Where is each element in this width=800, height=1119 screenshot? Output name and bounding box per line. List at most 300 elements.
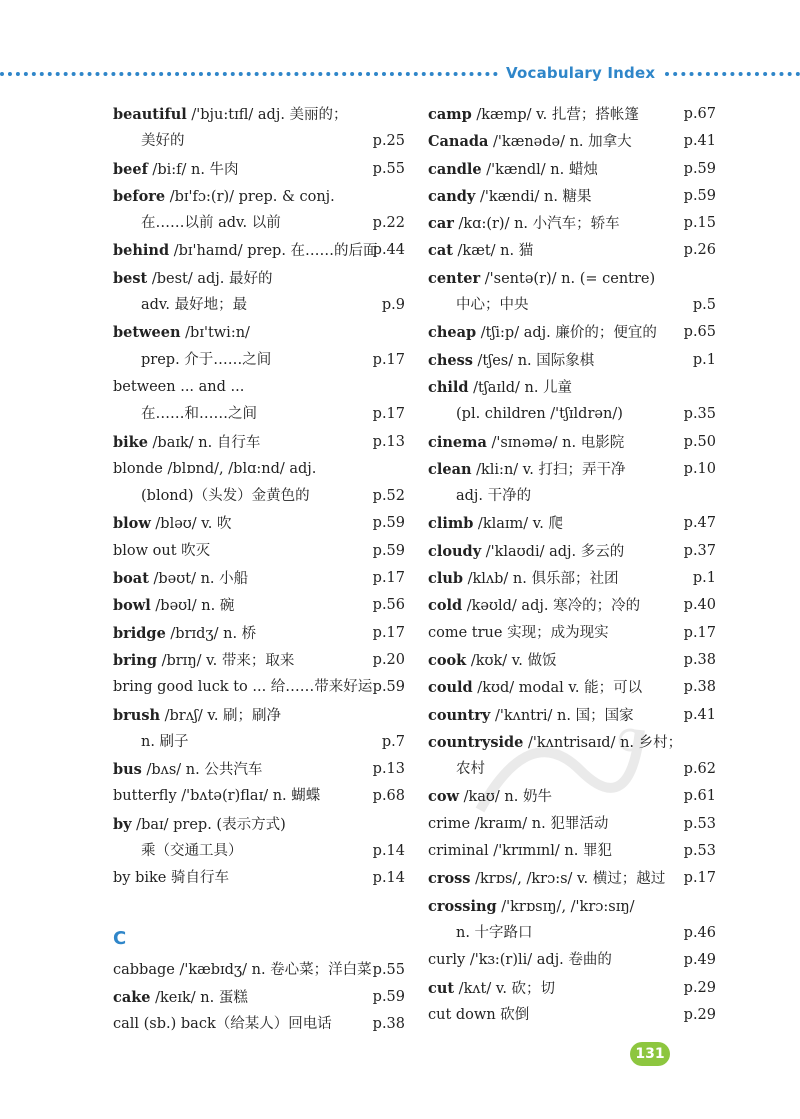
index-entry: [428, 729, 716, 756]
index-entry: [113, 374, 405, 401]
entry-definition: /kli:n/ v. 打扫；弄干净: [471, 461, 626, 478]
entry-text: [428, 756, 485, 783]
entry-text: [428, 210, 620, 238]
entry-definition: /bɪ'twi:n/: [180, 325, 250, 342]
entry-text: [428, 237, 533, 265]
entry-page-ref: p.20: [372, 651, 405, 668]
entry-text: [428, 429, 624, 457]
entry-page-ref: p.67: [683, 106, 716, 122]
entry-text: [428, 456, 625, 484]
entry-definition: curly /'kɜ:(r)li/ adj. 卷曲的: [428, 952, 612, 969]
headword: behind: [113, 242, 170, 260]
entry-definition: /brɪdʒ/ n. 桥: [165, 625, 257, 642]
entry-text: [113, 429, 260, 457]
entry-page-ref: p.5: [692, 297, 716, 314]
index-entry: [113, 538, 405, 565]
headword: clean: [428, 460, 472, 478]
index-entry: [113, 183, 405, 210]
index-entry: [113, 620, 405, 647]
entry-text: [113, 401, 257, 428]
index-entry: [428, 101, 716, 128]
entry-definition: 农村: [456, 761, 485, 778]
index-entry: [428, 374, 716, 401]
entry-definition: bring good luck to ... 给……带来好运: [113, 679, 373, 696]
index-entry: [428, 292, 716, 319]
entry-definition: /kaʊ/ n. 奶牛: [458, 789, 552, 806]
entry-text: [113, 483, 310, 510]
entry-definition: 在……以前 adv. 以前: [141, 215, 281, 232]
entry-page-ref: p.50: [683, 433, 716, 450]
entry-definition: between ... and ...: [113, 378, 245, 395]
index-entry: [113, 237, 405, 264]
index-entry: [113, 811, 405, 838]
entry-page-ref: p.38: [372, 1016, 405, 1033]
entry-definition: blow out 吹灭: [113, 542, 211, 559]
entry-text: [113, 265, 273, 293]
entry-definition: crime /kraɪm/ n. 犯罪活动: [428, 815, 609, 832]
entry-text: [428, 265, 655, 293]
entry-definition: /bʌs/ n. 公共汽车: [141, 762, 263, 779]
index-entry: [428, 401, 716, 428]
entry-text: [113, 729, 189, 756]
entry-text: [428, 838, 612, 865]
entry-page-ref: p.17: [683, 624, 716, 641]
headword: cross: [428, 870, 471, 888]
entry-text: [428, 1002, 529, 1029]
entry-text: [113, 984, 248, 1012]
entry-page-ref: p.10: [683, 460, 716, 477]
index-entry: [113, 429, 405, 456]
entry-definition: /'klaʊdi/ adj. 多云的: [481, 543, 625, 560]
entry-text: [428, 975, 555, 1003]
index-entry: [428, 702, 716, 729]
entry-definition: cut down 砍倒: [428, 1006, 530, 1023]
entry-definition: /bləʊ/ v. 吹: [150, 516, 232, 533]
entry-text: [428, 783, 552, 811]
index-entry: [113, 265, 405, 292]
index-entry: [113, 483, 405, 510]
headword: camp: [428, 106, 472, 123]
index-entry: [428, 265, 716, 292]
entry-definition: 乘（交通工具）: [141, 843, 243, 860]
index-entry: [113, 674, 405, 701]
index-entry: [113, 156, 405, 183]
index-entry: [428, 237, 716, 264]
entry-definition: come true 实现；成为现实: [428, 624, 609, 641]
headword: cow: [428, 788, 459, 806]
index-entry: [428, 920, 716, 947]
headword: before: [113, 187, 166, 205]
entry-text: [113, 783, 320, 810]
entry-definition: blonde /blɒnd/, /blɑ:nd/ adj.: [113, 460, 317, 477]
entry-text: [113, 620, 256, 648]
entry-text: [113, 838, 243, 865]
entry-text: [113, 183, 335, 211]
index-entry: [113, 647, 405, 674]
entry-page-ref: p.46: [683, 924, 716, 941]
entry-text: [113, 347, 271, 374]
entry-definition: /'kʌntri/ n. 国；国家: [490, 707, 634, 724]
index-column-right: [428, 101, 716, 1029]
entry-page-ref: p.22: [372, 215, 405, 232]
headword: bridge: [113, 624, 166, 642]
entry-page-ref: p.62: [683, 761, 716, 778]
index-entry: [113, 510, 405, 537]
entry-page-ref: p.65: [683, 324, 716, 341]
headword: chess: [428, 351, 473, 369]
section-gap: [113, 893, 405, 913]
entry-text: [428, 510, 563, 538]
entry-definition: 美好的: [141, 133, 185, 150]
entry-text: [113, 374, 244, 401]
index-entry: [113, 347, 405, 374]
entry-page-ref: p.37: [683, 542, 716, 559]
entry-text: [113, 456, 316, 483]
entry-definition: /keɪk/ n. 蛋糕: [150, 989, 248, 1006]
entry-text: [113, 565, 248, 593]
entry-definition: /kʊd/ modal v. 能；可以: [472, 680, 643, 697]
entry-definition: (pl. children /'tʃɪldrən/): [456, 406, 623, 423]
entry-text: [428, 538, 624, 566]
entry-definition: /kəʊld/ adj. 寒冷的；冷的: [462, 598, 641, 615]
running-header: [0, 62, 800, 86]
entry-text: [428, 811, 608, 838]
entry-page-ref: p.61: [683, 788, 716, 805]
index-entry: [428, 865, 716, 892]
index-entry: [428, 783, 716, 810]
entry-page-ref: p.1: [692, 570, 716, 587]
entry-page-ref: p.59: [683, 187, 716, 204]
header-title: Vocabulary Index: [506, 64, 656, 82]
headword: center: [428, 269, 481, 287]
entry-text: [428, 292, 529, 319]
entry-definition: /kɑ:(r)/ n. 小汽车；轿车: [453, 216, 620, 233]
entry-text: [113, 101, 348, 129]
entry-definition: /'kændi/ n. 糖果: [475, 188, 592, 205]
index-entry: [113, 865, 405, 892]
headword: brush: [113, 706, 161, 724]
index-entry: [428, 893, 716, 920]
entry-definition: /tʃaɪld/ n. 儿童: [468, 379, 573, 396]
entry-page-ref: p.17: [372, 570, 405, 587]
entry-text: [113, 592, 234, 620]
entry-definition: prep. 介于……之间: [141, 351, 272, 368]
entry-page-ref: p.14: [372, 870, 405, 887]
index-entry: [113, 456, 405, 483]
entry-definition: by bike 骑自行车: [113, 870, 229, 887]
entry-page-ref: p.59: [372, 988, 405, 1005]
entry-text: [428, 647, 556, 675]
entry-text: [113, 702, 281, 730]
entry-definition: butterfly /'bʌtə(r)flaɪ/ n. 蝴蝶: [113, 788, 321, 805]
index-entry: [428, 156, 716, 183]
entry-page-ref: p.41: [683, 706, 716, 723]
index-entry: [428, 347, 716, 374]
entry-text: [428, 156, 598, 184]
entry-page-ref: p.56: [372, 597, 405, 614]
entry-definition: n. 十字路口: [456, 924, 533, 941]
entry-text: [113, 1011, 332, 1038]
headword: cut: [428, 979, 455, 997]
entry-page-ref: p.52: [372, 488, 405, 505]
entry-page-ref: p.14: [372, 843, 405, 860]
headword: child: [428, 378, 469, 396]
entry-page-ref: p.40: [683, 597, 716, 614]
index-entry: [113, 210, 405, 237]
index-entry: [428, 674, 716, 701]
entry-page-ref: p.29: [683, 1006, 716, 1023]
entry-definition: (blond)（头发）金黄色的: [141, 488, 310, 505]
index-entry: [428, 620, 716, 647]
entry-definition: /baɪ/ prep. (表示方式): [131, 816, 286, 833]
entry-definition: 中心；中央: [456, 297, 529, 314]
index-entry: [113, 565, 405, 592]
entry-definition: /'sɪnəmə/ n. 电影院: [486, 434, 625, 451]
index-entry: [428, 811, 716, 838]
headword: car: [428, 215, 454, 233]
headword: cheap: [428, 324, 477, 342]
entry-page-ref: p.35: [683, 406, 716, 423]
entry-page-ref: p.53: [683, 815, 716, 832]
entry-page-ref: p.59: [372, 542, 405, 559]
index-entry: [113, 401, 405, 428]
index-entry: [428, 565, 716, 592]
headword: cook: [428, 651, 467, 669]
entry-text: [113, 292, 247, 319]
index-entry: [428, 756, 716, 783]
header-dotted-rule-right: [665, 72, 800, 76]
headword: club: [428, 570, 464, 588]
entry-definition: /brʌʃ/ v. 刷；刷净: [160, 707, 282, 724]
headword: by: [113, 815, 132, 833]
headword: cloudy: [428, 542, 482, 560]
entry-definition: criminal /'krɪmɪnl/ n. 罪犯: [428, 843, 612, 860]
headword: beef: [113, 160, 148, 178]
entry-text: [428, 702, 634, 730]
entry-text: [113, 538, 210, 565]
index-entry: [113, 292, 405, 319]
entry-definition: /klʌb/ n. 俱乐部；社团: [463, 571, 619, 588]
index-entry: [428, 975, 716, 1002]
entry-text: [113, 674, 372, 701]
entry-text: [428, 865, 665, 893]
entry-text: [428, 401, 623, 428]
headword: climb: [428, 515, 474, 533]
index-entry: [428, 510, 716, 537]
index-entry: [113, 702, 405, 729]
entry-definition: /'krɒsɪŋ/, /'krɔ:sɪŋ/: [496, 898, 635, 915]
headword: cold: [428, 597, 463, 615]
entry-page-ref: p.17: [372, 406, 405, 423]
index-entry: [428, 1002, 716, 1029]
entry-page-ref: p.13: [372, 433, 405, 450]
entry-text: [428, 483, 531, 510]
entry-definition: /'kænədə/ n. 加拿大: [488, 134, 632, 151]
index-entry: [113, 756, 405, 783]
entry-definition: /'kændl/ n. 蜡烛: [481, 161, 598, 178]
entry-definition: /tʃes/ n. 国际象棋: [472, 352, 595, 369]
index-entry: [113, 729, 405, 756]
index-column-left: [113, 101, 405, 1039]
headword: bus: [113, 761, 142, 779]
entry-page-ref: p.49: [683, 952, 716, 969]
index-entry: [428, 128, 716, 155]
entry-page-ref: p.17: [372, 351, 405, 368]
entry-text: [428, 920, 533, 947]
entry-text: [428, 893, 635, 921]
entry-page-ref: p.17: [372, 624, 405, 641]
entry-page-ref: p.1: [692, 351, 716, 368]
entry-definition: n. 刷子: [141, 733, 189, 750]
entry-page-ref: p.9: [381, 297, 405, 314]
headword: could: [428, 679, 473, 697]
headword: Canada: [428, 133, 489, 151]
headword: country: [428, 706, 491, 724]
entry-definition: /kæmp/ v. 扎营；搭帐篷: [471, 107, 639, 123]
entry-page-ref: p.59: [372, 515, 405, 532]
entry-text: [113, 237, 378, 265]
entry-definition: /'bju:tɪfl/ adj. 美丽的；: [186, 107, 348, 123]
entry-definition: /kʊk/ v. 做饭: [466, 652, 557, 669]
headword: candle: [428, 160, 482, 178]
index-entry: [113, 101, 405, 128]
entry-page-ref: p.47: [683, 515, 716, 532]
entry-page-ref: p.53: [683, 843, 716, 860]
entry-definition: /bəʊl/ n. 碗: [150, 598, 235, 615]
entry-definition: adj. 干净的: [456, 488, 532, 505]
index-entry: [113, 1011, 405, 1038]
headword: boat: [113, 570, 149, 588]
entry-definition: /bi:f/ n. 牛肉: [147, 161, 239, 178]
entry-text: [428, 674, 642, 702]
entry-text: [428, 592, 640, 620]
index-entry: [428, 947, 716, 974]
entry-text: [113, 156, 239, 184]
entry-definition: /kæt/ n. 猫: [452, 243, 534, 260]
headword: countryside: [428, 733, 524, 751]
index-entry: [113, 592, 405, 619]
headword: beautiful: [113, 106, 187, 123]
entry-page-ref: p.38: [683, 651, 716, 668]
entry-page-ref: p.41: [683, 133, 716, 150]
section-letter-heading: C: [113, 927, 127, 949]
entry-page-ref: p.55: [372, 961, 405, 978]
entry-text: [113, 647, 294, 675]
index-entry: [428, 483, 716, 510]
index-entry: [113, 128, 405, 155]
entry-definition: /krɒs/, /krɔ:s/ v. 横过；越过: [470, 871, 666, 888]
headword: best: [113, 269, 148, 287]
index-entry: [428, 647, 716, 674]
headword: candy: [428, 187, 476, 205]
index-entry: [428, 429, 716, 456]
index-entry: [428, 210, 716, 237]
entry-definition: /bɪ'haɪnd/ prep. 在……的后面: [169, 243, 378, 260]
entry-text: [113, 319, 250, 347]
entry-text: [113, 811, 286, 839]
headword: bowl: [113, 597, 151, 615]
entry-text: [113, 957, 372, 984]
entry-definition: /tʃi:p/ adj. 廉价的；便宜的: [476, 325, 657, 342]
entry-page-ref: p.44: [372, 242, 405, 259]
index-entry: [428, 456, 716, 483]
entry-definition: cabbage /'kæbɪdʒ/ n. 卷心菜；洋白菜: [113, 961, 372, 978]
entry-text: [428, 565, 618, 593]
entry-text: [428, 101, 639, 129]
entry-page-ref: p.13: [372, 761, 405, 778]
entry-definition: /brɪŋ/ v. 带来；取来: [156, 652, 295, 669]
headword: cat: [428, 242, 453, 260]
index-entry: [113, 957, 405, 984]
entry-text: [113, 210, 281, 237]
entry-definition: /klaɪm/ v. 爬: [473, 516, 563, 533]
entry-text: [428, 319, 657, 347]
entry-page-ref: p.25: [372, 133, 405, 150]
entry-definition: /best/ adj. 最好的: [147, 270, 273, 287]
entry-text: [113, 128, 185, 155]
entry-text: [428, 183, 592, 211]
entry-page-ref: p.38: [683, 679, 716, 696]
entry-definition: /bɪ'fɔ:(r)/ prep. & conj.: [165, 188, 335, 205]
entry-definition: /kʌt/ v. 砍；切: [454, 980, 556, 997]
entry-page-ref: p.59: [683, 160, 716, 177]
index-entry: [428, 838, 716, 865]
index-entry: [428, 538, 716, 565]
entry-page-ref: p.26: [683, 242, 716, 259]
index-entry: [113, 984, 405, 1011]
entry-text: [428, 947, 612, 974]
entry-page-ref: p.15: [683, 215, 716, 232]
index-entry: [428, 592, 716, 619]
index-entry: [113, 319, 405, 346]
headword: cake: [113, 988, 151, 1006]
index-entry: [113, 783, 405, 810]
headword: between: [113, 324, 181, 342]
headword: bike: [113, 433, 148, 451]
entry-page-ref: p.17: [683, 870, 716, 887]
entry-text: [428, 128, 632, 156]
index-entry: [113, 838, 405, 865]
entry-definition: /baɪk/ n. 自行车: [147, 434, 261, 451]
entry-page-ref: p.59: [372, 679, 405, 696]
entry-text: [428, 729, 682, 757]
entry-text: [113, 865, 229, 892]
headword: blow: [113, 515, 151, 533]
entry-text: [428, 620, 609, 647]
entry-text: [428, 374, 572, 402]
headword: cinema: [428, 433, 487, 451]
entry-page-ref: p.7: [381, 733, 405, 750]
headword: crossing: [428, 897, 497, 915]
entry-definition: /'kʌntrisaɪd/ n. 乡村；: [523, 734, 683, 751]
header-dotted-rule-left: [0, 72, 498, 76]
entry-page-ref: p.55: [372, 160, 405, 177]
page-number-badge: 131: [630, 1042, 670, 1066]
entry-text: [113, 510, 231, 538]
index-entry: [428, 319, 716, 346]
entry-text: [428, 347, 594, 375]
entry-text: [113, 756, 262, 784]
entry-page-ref: p.29: [683, 979, 716, 996]
entry-definition: /bəʊt/ n. 小船: [148, 571, 249, 588]
entry-definition: call (sb.) back（给某人）回电话: [113, 1016, 332, 1033]
entry-definition: adv. 最好地；最: [141, 297, 248, 314]
entry-definition: /'sentə(r)/ n. (= centre): [480, 270, 656, 287]
entry-page-ref: p.68: [372, 788, 405, 805]
entry-definition: 在……和……之间: [141, 406, 257, 423]
headword: bring: [113, 651, 157, 669]
index-entry: [428, 183, 716, 210]
